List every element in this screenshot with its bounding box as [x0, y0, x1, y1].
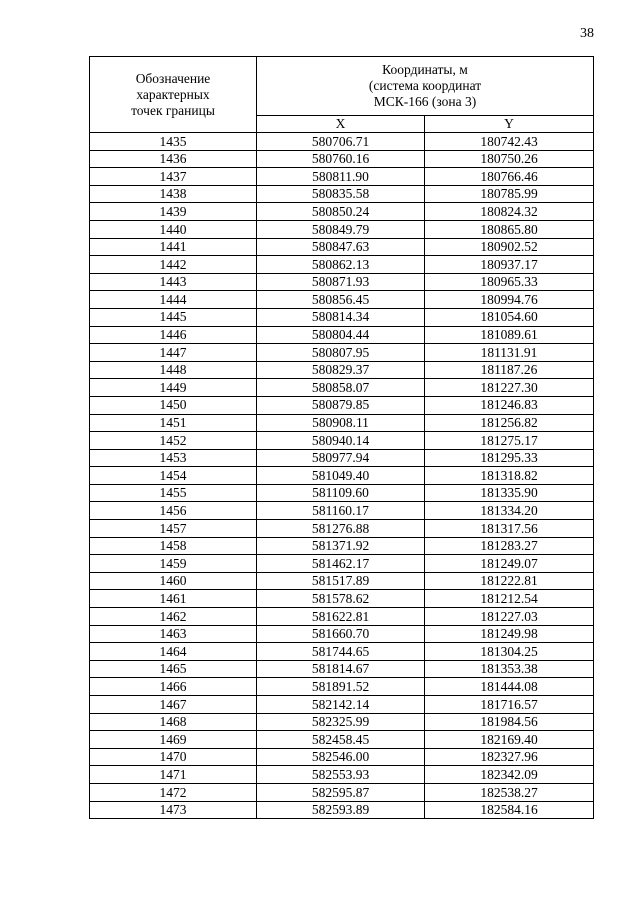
point-number-cell: 1454 [90, 467, 257, 485]
x-coordinate-cell: 581276.88 [257, 520, 425, 538]
x-coordinate-cell: 580804.44 [257, 326, 425, 344]
table-row [90, 731, 594, 749]
x-coordinate-cell: 580908.11 [257, 414, 425, 432]
coords-header-line: (система координат [368, 78, 482, 93]
point-number-cell: 1467 [90, 696, 257, 714]
point-number-cell: 1444 [90, 291, 257, 309]
table-row [90, 449, 594, 467]
table-row [90, 308, 594, 326]
y-coordinate-cell: 181256.82 [425, 414, 594, 432]
x-coordinate-cell: 580807.95 [257, 344, 425, 362]
point-number-cell: 1442 [90, 256, 257, 274]
point-number-cell: 1459 [90, 555, 257, 573]
point-number-cell: 1447 [90, 344, 257, 362]
point-number-cell: 1446 [90, 326, 257, 344]
table-row [90, 572, 594, 590]
point-number-cell: 1452 [90, 432, 257, 450]
x-coordinate-cell: 581371.92 [257, 537, 425, 555]
point-number-cell: 1472 [90, 783, 257, 801]
point-number-cell: 1451 [90, 414, 257, 432]
y-coordinate-cell: 181246.83 [425, 396, 594, 414]
point-number-cell: 1453 [90, 449, 257, 467]
point-number-cell: 1449 [90, 379, 257, 397]
table-row [90, 660, 594, 678]
y-coordinate-cell: 182538.27 [425, 783, 594, 801]
page-number: 38 [580, 26, 594, 41]
x-coordinate-cell: 580835.58 [257, 185, 425, 203]
x-coordinate-cell: 581578.62 [257, 590, 425, 608]
table-row [90, 801, 594, 819]
x-coordinate-cell: 580862.13 [257, 256, 425, 274]
table-row [90, 396, 594, 414]
point-header-line: точек границы [131, 102, 215, 118]
y-coordinate-cell: 181335.90 [425, 484, 594, 502]
table-row [90, 344, 594, 362]
y-coordinate-cell: 181334.20 [425, 502, 594, 520]
x-coordinate-cell: 580871.93 [257, 273, 425, 291]
x-coordinate-cell: 582142.14 [257, 696, 425, 714]
point-number-cell: 1439 [90, 203, 257, 221]
x-coordinate-cell: 582458.45 [257, 731, 425, 749]
y-coordinate-cell: 180742.43 [425, 133, 594, 151]
point-number-cell: 1464 [90, 643, 257, 661]
y-coordinate-cell: 182584.16 [425, 801, 594, 819]
table-row [90, 713, 594, 731]
x-coordinate-cell: 580814.34 [257, 308, 425, 326]
point-number-cell: 1471 [90, 766, 257, 784]
table-row [90, 696, 594, 714]
y-coordinate-cell: 181275.17 [425, 432, 594, 450]
x-coordinate-cell: 580977.94 [257, 449, 425, 467]
x-column-header: X [257, 116, 425, 133]
table-row [90, 185, 594, 203]
x-coordinate-cell: 580760.16 [257, 150, 425, 168]
point-number-cell: 1461 [90, 590, 257, 608]
y-coordinate-cell: 182169.40 [425, 731, 594, 749]
point-number-cell: 1457 [90, 520, 257, 538]
table-row [90, 484, 594, 502]
point-number-cell: 1460 [90, 572, 257, 590]
y-coordinate-cell: 181187.26 [425, 361, 594, 379]
table-row [90, 555, 594, 573]
y-coordinate-cell: 181317.56 [425, 520, 594, 538]
point-number-cell: 1468 [90, 713, 257, 731]
y-coordinate-cell: 180766.46 [425, 168, 594, 186]
x-coordinate-cell: 581462.17 [257, 555, 425, 573]
point-number-cell: 1470 [90, 748, 257, 766]
table-row [90, 150, 594, 168]
y-coordinate-cell: 181304.25 [425, 643, 594, 661]
table-row [90, 168, 594, 186]
x-coordinate-cell: 581160.17 [257, 502, 425, 520]
y-coordinate-cell: 181444.08 [425, 678, 594, 696]
table-row [90, 766, 594, 784]
x-coordinate-cell: 580847.63 [257, 238, 425, 256]
x-coordinate-cell: 582595.87 [257, 783, 425, 801]
x-coordinate-cell: 580850.24 [257, 203, 425, 221]
y-coordinate-cell: 181212.54 [425, 590, 594, 608]
table-row [90, 748, 594, 766]
x-coordinate-cell: 581660.70 [257, 625, 425, 643]
point-number-cell: 1473 [90, 801, 257, 819]
y-coordinate-cell: 180824.32 [425, 203, 594, 221]
table-row [90, 203, 594, 221]
table-row [90, 432, 594, 450]
point-header-line: характерных [136, 86, 210, 102]
point-number-cell: 1455 [90, 484, 257, 502]
x-coordinate-cell: 582325.99 [257, 713, 425, 731]
y-coordinate-cell: 182342.09 [425, 766, 594, 784]
x-coordinate-cell: 582593.89 [257, 801, 425, 819]
point-column-header [90, 57, 257, 133]
table-row [90, 783, 594, 801]
y-coordinate-cell: 180785.99 [425, 185, 594, 203]
table-row [90, 133, 594, 151]
x-coordinate-cell: 581744.65 [257, 643, 425, 661]
table-row [90, 608, 594, 626]
point-number-cell: 1463 [90, 625, 257, 643]
x-coordinate-cell: 581622.81 [257, 608, 425, 626]
x-coordinate-cell: 582553.93 [257, 766, 425, 784]
table-row [90, 520, 594, 538]
x-coordinate-cell: 580940.14 [257, 432, 425, 450]
coordinates-table [89, 56, 594, 819]
x-coordinate-cell: 580829.37 [257, 361, 425, 379]
table-row [90, 414, 594, 432]
point-number-cell: 1469 [90, 731, 257, 749]
coords-header-line: Координаты, м [382, 62, 468, 77]
table-row [90, 467, 594, 485]
table-row [90, 590, 594, 608]
point-number-cell: 1436 [90, 150, 257, 168]
table-row [90, 502, 594, 520]
table-row [90, 291, 594, 309]
x-coordinate-cell: 581891.52 [257, 678, 425, 696]
point-number-cell: 1466 [90, 678, 257, 696]
y-coordinate-cell: 181249.98 [425, 625, 594, 643]
point-number-cell: 1456 [90, 502, 257, 520]
x-coordinate-cell: 582546.00 [257, 748, 425, 766]
y-coordinate-cell: 181295.33 [425, 449, 594, 467]
y-column-header: Y [425, 116, 594, 133]
point-number-cell: 1458 [90, 537, 257, 555]
table-row [90, 256, 594, 274]
table-row [90, 678, 594, 696]
y-coordinate-cell: 181131.91 [425, 344, 594, 362]
x-coordinate-cell: 580849.79 [257, 220, 425, 238]
y-coordinate-cell: 180994.76 [425, 291, 594, 309]
point-number-cell: 1450 [90, 396, 257, 414]
y-coordinate-cell: 181283.27 [425, 537, 594, 555]
point-number-cell: 1440 [90, 220, 257, 238]
x-coordinate-cell: 581109.60 [257, 484, 425, 502]
point-number-cell: 1443 [90, 273, 257, 291]
table-row [90, 361, 594, 379]
y-coordinate-cell: 181054.60 [425, 308, 594, 326]
x-coordinate-cell: 581049.40 [257, 467, 425, 485]
y-coordinate-cell: 181353.38 [425, 660, 594, 678]
x-coordinate-cell: 580706.71 [257, 133, 425, 151]
y-coordinate-cell: 181222.81 [425, 572, 594, 590]
point-number-cell: 1441 [90, 238, 257, 256]
point-number-cell: 1438 [90, 185, 257, 203]
x-coordinate-cell: 580811.90 [257, 168, 425, 186]
point-number-cell: 1448 [90, 361, 257, 379]
table-row [90, 238, 594, 256]
table-row [90, 220, 594, 238]
table-row [90, 625, 594, 643]
y-coordinate-cell: 180865.80 [425, 220, 594, 238]
point-number-cell: 1462 [90, 608, 257, 626]
y-coordinate-cell: 181716.57 [425, 696, 594, 714]
table-row [90, 537, 594, 555]
coords-header-line: МСК-166 (зона 3) [373, 94, 477, 109]
point-number-cell: 1465 [90, 660, 257, 678]
y-coordinate-cell: 181984.56 [425, 713, 594, 731]
point-number-cell: 1445 [90, 308, 257, 326]
x-coordinate-cell: 581814.67 [257, 660, 425, 678]
table-row [90, 643, 594, 661]
table-row [90, 273, 594, 291]
x-coordinate-cell: 580858.07 [257, 379, 425, 397]
y-coordinate-cell: 181089.61 [425, 326, 594, 344]
y-coordinate-cell: 181227.30 [425, 379, 594, 397]
point-number-cell: 1435 [90, 133, 257, 151]
coordinates-header [257, 57, 594, 116]
y-coordinate-cell: 182327.96 [425, 748, 594, 766]
y-coordinate-cell: 181318.82 [425, 467, 594, 485]
table-row [90, 379, 594, 397]
y-coordinate-cell: 180965.33 [425, 273, 594, 291]
y-coordinate-cell: 180937.17 [425, 256, 594, 274]
y-coordinate-cell: 181249.07 [425, 555, 594, 573]
table-row [90, 326, 594, 344]
y-coordinate-cell: 181227.03 [425, 608, 594, 626]
x-coordinate-cell: 580879.85 [257, 396, 425, 414]
x-coordinate-cell: 580856.45 [257, 291, 425, 309]
x-coordinate-cell: 581517.89 [257, 572, 425, 590]
y-coordinate-cell: 180750.26 [425, 150, 594, 168]
y-coordinate-cell: 180902.52 [425, 238, 594, 256]
point-number-cell: 1437 [90, 168, 257, 186]
point-header-line: Обозначение [135, 70, 211, 86]
